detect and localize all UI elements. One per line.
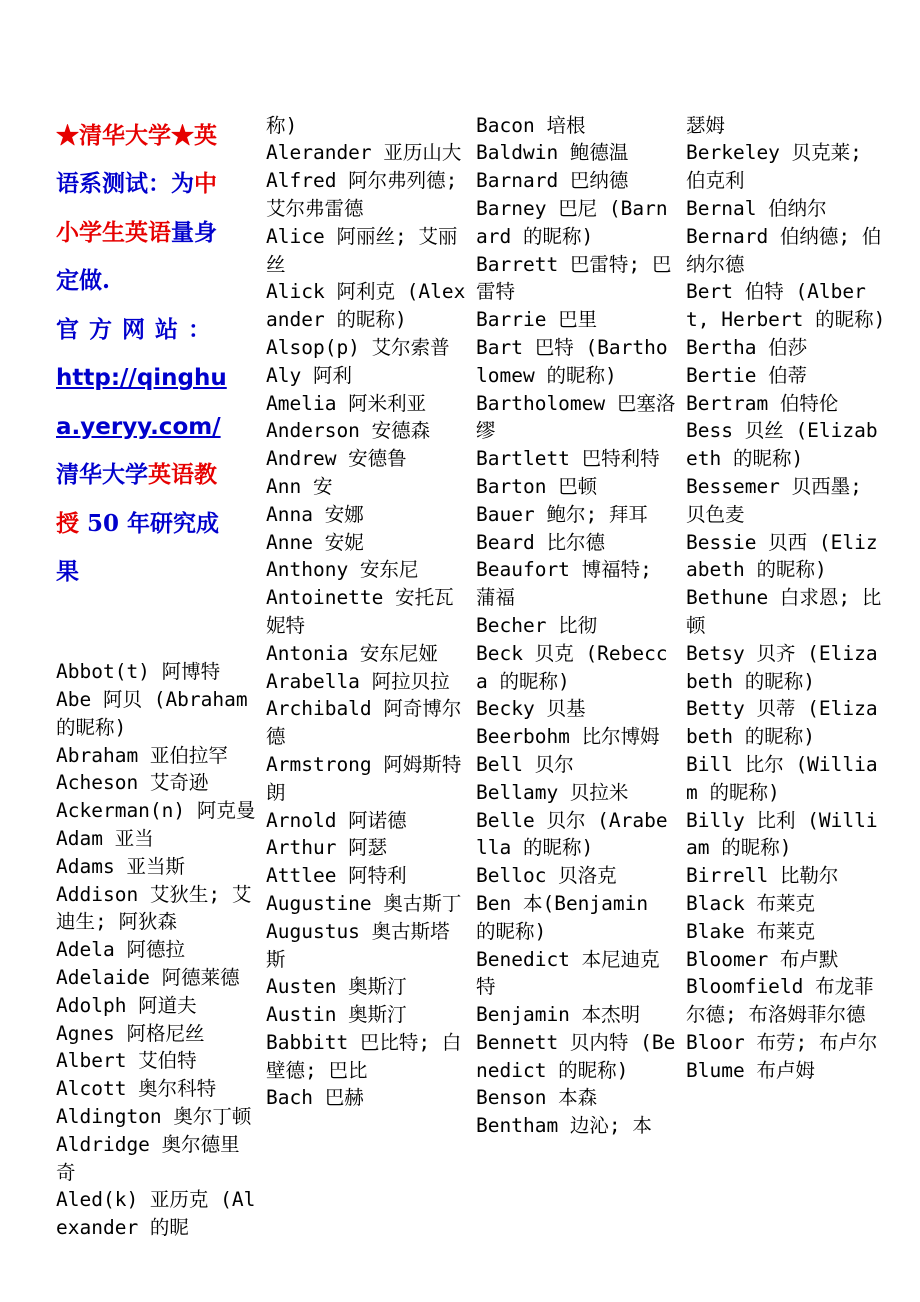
name-entry: Aled(k) 亚历克 (Alexander 的昵	[56, 1188, 256, 1240]
name-entry: Addison 艾狄生; 艾迪生; 阿狄森	[56, 882, 252, 934]
entries-col-2	[266, 112, 470, 1113]
promo-line-3c: 50 年研究成果	[56, 509, 220, 586]
name-entry: Bartholomew 巴塞洛缪	[476, 391, 676, 443]
name-entry: Alsop(p) 艾尔索普	[266, 335, 450, 359]
name-entry: Bertram 伯特伦	[686, 391, 839, 415]
name-entry: Bart 巴特 (Bartholomew 的昵称)	[476, 335, 668, 387]
name-entry: Blake 布莱克	[686, 919, 815, 943]
entries-col-1	[56, 658, 260, 1242]
name-entry: Abbot(t) 阿博特	[56, 660, 221, 684]
promo-line-1b: 语系测试：为	[56, 170, 194, 198]
name-entry: Bartlett 巴特利特	[476, 447, 660, 471]
name-entry: Acheson 艾奇逊	[56, 771, 209, 795]
column-4	[686, 56, 886, 1140]
name-entry: Betsy 贝齐 (Elizabeth 的昵称)	[686, 641, 878, 693]
name-entry: Ann 安	[266, 474, 333, 498]
name-entry: Alerander 亚历山大	[266, 141, 462, 165]
name-entry: Adams 亚当斯	[56, 854, 185, 878]
name-entry: Beerbohm 比尔博姆	[476, 725, 660, 749]
name-entry: Barton 巴顿	[476, 474, 598, 498]
name-entry: Adelaide 阿德莱德	[56, 965, 240, 989]
promo-line-3: 清华大学	[56, 461, 148, 489]
name-entry: Bach 巴赫	[266, 1086, 364, 1110]
name-entry: Barney 巴尼 (Barnard 的昵称)	[476, 196, 668, 248]
entries-col-3	[476, 112, 676, 1140]
name-entry: Berkeley 贝克莱; 伯克利	[686, 141, 874, 193]
name-entry: Bellamy 贝拉米	[476, 780, 629, 804]
name-entry: Anna 安娜	[266, 502, 364, 526]
name-entry: Beck 贝克 (Rebecca 的昵称)	[476, 641, 668, 693]
name-entry: Abraham 亚伯拉罕	[56, 743, 228, 767]
promo-line-1c: 中	[194, 170, 217, 198]
name-entry: Aly 阿利	[266, 363, 352, 387]
entries-col-4	[686, 112, 886, 1085]
name-entry: Belloc 贝洛克	[476, 864, 617, 888]
name-entry: Belle 贝尔 (Arabella 的昵称)	[476, 808, 668, 860]
name-entry: Bert 伯特 (Albert, Herbert 的昵称)	[686, 280, 886, 332]
column-1	[56, 56, 260, 1298]
name-entry: Abe 阿贝 (Abraham 的昵称)	[56, 687, 260, 739]
name-entry: Armstrong 阿姆斯特朗	[266, 752, 462, 804]
name-entry: Anne 安妮	[266, 530, 364, 554]
name-entry: Beard 比尔德	[476, 530, 605, 554]
name-entry: Bloomer 布卢默	[686, 947, 839, 971]
name-entry: 称)	[266, 113, 298, 137]
name-entry: Bloomfield 布龙菲尔德; 布洛姆菲尔德	[686, 975, 874, 1027]
name-entry: Baldwin 鲍德温	[476, 141, 629, 165]
promo-line-2: 小学生英语	[56, 218, 171, 246]
name-entry: Bernard 伯纳德; 伯纳尔德	[686, 224, 882, 276]
site-label: 官方网站：	[56, 315, 221, 343]
name-entry: Bethune 白求恩; 比顿	[686, 586, 882, 637]
name-entry: Benson 本森	[476, 1086, 598, 1110]
name-entry: Agnes 阿格尼丝	[56, 1021, 205, 1045]
name-entry: Albert 艾伯特	[56, 1049, 197, 1073]
name-entry: Aldridge 奥尔德里奇	[56, 1132, 240, 1184]
name-entry: Benedict 本尼迪克特	[476, 947, 660, 999]
name-entry: Birrell 比勒尔	[686, 864, 839, 888]
name-entry: Bell 贝尔	[476, 752, 574, 776]
name-entry: Austen 奥斯汀	[266, 975, 407, 999]
name-entry: Austin 奥斯汀	[266, 1003, 407, 1027]
name-entry: Bloor 布劳; 布卢尔	[686, 1030, 878, 1054]
name-entry: Barrett 巴雷特; 巴雷特	[476, 252, 672, 304]
name-entry: Barnard 巴纳德	[476, 169, 629, 193]
column-2	[266, 56, 470, 1168]
name-entry: Becher 比彻	[476, 613, 598, 637]
name-entry: Bessemer 贝西墨; 贝色麦	[686, 474, 874, 526]
name-entry: Antonia 安东尼娅	[266, 641, 438, 665]
name-entry: Arthur 阿瑟	[266, 836, 388, 860]
name-entry: Benjamin 本杰明	[476, 1003, 641, 1027]
name-entry: Augustine 奥古斯丁	[266, 891, 462, 915]
name-entry: Antoinette 安托瓦妮特	[266, 586, 454, 637]
name-entry: Bertha 伯莎	[686, 335, 808, 359]
name-entry: Andrew 安德鲁	[266, 447, 407, 471]
name-entry: Alice 阿丽丝; 艾丽丝	[266, 224, 458, 276]
name-entry: Adela 阿德拉	[56, 938, 185, 962]
name-entry: Beaufort 博福特; 蒲福	[476, 558, 664, 610]
name-entry: Arabella 阿拉贝拉	[266, 669, 450, 693]
promo-header	[56, 112, 238, 597]
name-entry: Adam 亚当	[56, 826, 154, 850]
name-entry: Bertie 伯蒂	[686, 363, 808, 387]
name-entry: Billy 比利 (William 的昵称)	[686, 808, 878, 860]
name-entry: Bauer 鲍尔; 拜耳	[476, 502, 648, 526]
name-entry: Arnold 阿诺德	[266, 808, 407, 832]
name-entry: Alcott 奥尔科特	[56, 1077, 217, 1101]
name-entry: Alfred 阿尔弗列德; 艾尔弗雷德	[266, 169, 470, 220]
name-entry: Bessie 贝西 (Elizabeth 的昵称)	[686, 530, 878, 582]
name-entry: Bernal 伯纳尔	[686, 196, 827, 220]
site-url-link[interactable]: http://qinghua.yeryy.com/	[56, 365, 227, 440]
name-entry: Barrie 巴里	[476, 308, 598, 332]
name-entry: Bacon 培根	[476, 113, 586, 137]
promo-line-3b: 英语教授	[56, 461, 217, 537]
name-entry: Adolph 阿道夫	[56, 993, 197, 1017]
promo-line-1: ★清华大学★英	[56, 121, 217, 149]
name-entry: 瑟姆	[686, 113, 726, 137]
name-entry: Betty 贝蒂 (Elizabeth 的昵称)	[686, 697, 878, 749]
name-entry: Anderson 安德森	[266, 419, 431, 443]
promo-line-2b: 量身定做.	[56, 218, 217, 295]
name-entry: Ben 本(Benjamin 的昵称)	[476, 891, 660, 943]
name-entry: Attlee 阿特利	[266, 864, 407, 888]
name-entry: Bentham 边沁; 本	[476, 1114, 652, 1138]
name-entry: Bennett 贝内特 (Benedict 的昵称)	[476, 1030, 676, 1082]
column-3	[476, 56, 676, 1196]
name-entry: Becky 贝基	[476, 697, 586, 721]
name-entry: Bess 贝丝 (Elizabeth 的昵称)	[686, 419, 878, 471]
name-entry: Ackerman(n) 阿克曼	[56, 799, 256, 823]
name-entry: Alick 阿利克 (Alexander 的昵称)	[266, 280, 466, 332]
name-entry: Augustus 奥古斯塔斯	[266, 919, 450, 971]
name-entry: Black 布莱克	[686, 891, 815, 915]
name-entry: Archibald 阿奇博尔德	[266, 697, 462, 749]
name-entry: Bill 比尔 (William 的昵称)	[686, 752, 878, 804]
name-entry: Amelia 阿米利亚	[266, 391, 427, 415]
name-entry: Blume 布卢姆	[686, 1058, 815, 1082]
name-entry: Anthony 安东尼	[266, 558, 419, 582]
name-entry: Babbitt 巴比特; 白壁德; 巴比	[266, 1030, 462, 1082]
name-entry: Aldington 奥尔丁顿	[56, 1104, 252, 1128]
